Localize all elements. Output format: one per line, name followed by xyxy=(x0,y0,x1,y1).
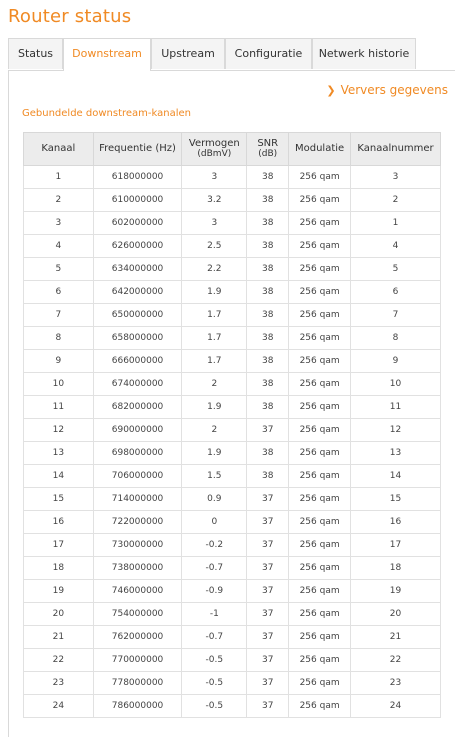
table-cell: 256 qam xyxy=(289,511,351,534)
column-header-label: Kanaal xyxy=(41,143,76,154)
table-row xyxy=(24,373,441,396)
page-title: Router status xyxy=(8,6,132,27)
table-cell: 37 xyxy=(247,649,289,672)
table-cell: 256 qam xyxy=(289,258,351,281)
table-cell: 256 qam xyxy=(289,166,351,189)
table-cell: 256 qam xyxy=(289,419,351,442)
table-row xyxy=(24,281,441,304)
table-cell: 37 xyxy=(247,626,289,649)
table-row xyxy=(24,511,441,534)
table-cell: 682000000 xyxy=(93,396,182,419)
table-cell: 17 xyxy=(24,534,94,557)
table-cell: 770000000 xyxy=(93,649,182,672)
table-cell: 256 qam xyxy=(289,557,351,580)
table-cell: 5 xyxy=(351,258,441,281)
table-cell: 256 qam xyxy=(289,304,351,327)
column-header-label: Frequentie (Hz) xyxy=(99,143,176,154)
table-cell: -0.5 xyxy=(182,672,247,695)
table-cell: 658000000 xyxy=(93,327,182,350)
tab-upstream[interactable]: Upstream xyxy=(151,38,225,69)
table-cell: 38 xyxy=(247,350,289,373)
table-cell: 256 qam xyxy=(289,465,351,488)
table-cell: 37 xyxy=(247,534,289,557)
table-cell: 14 xyxy=(351,465,441,488)
table-cell: 1.5 xyxy=(182,465,247,488)
table-row xyxy=(24,603,441,626)
table-cell: 6 xyxy=(351,281,441,304)
table-cell: 38 xyxy=(247,442,289,465)
table-cell: 37 xyxy=(247,419,289,442)
table-cell: 20 xyxy=(351,603,441,626)
table-cell: 256 qam xyxy=(289,695,351,718)
table-row xyxy=(24,465,441,488)
table-cell: 24 xyxy=(24,695,94,718)
table-cell: 256 qam xyxy=(289,281,351,304)
table-cell: 746000000 xyxy=(93,580,182,603)
table-cell: 21 xyxy=(351,626,441,649)
table-cell: 37 xyxy=(247,695,289,718)
table-cell: 38 xyxy=(247,258,289,281)
column-header-label: SNR xyxy=(257,138,279,149)
tab-configuratie[interactable]: Configuratie xyxy=(225,38,312,69)
table-cell: 37 xyxy=(247,672,289,695)
chevron-right-icon: ❯ xyxy=(326,84,336,97)
table-cell: 11 xyxy=(351,396,441,419)
table-cell: 714000000 xyxy=(93,488,182,511)
table-cell: 20 xyxy=(24,603,94,626)
table-cell: 256 qam xyxy=(289,189,351,212)
table-cell: 602000000 xyxy=(93,212,182,235)
column-header xyxy=(24,133,94,166)
table-row xyxy=(24,212,441,235)
column-header xyxy=(351,133,441,166)
table-cell: 38 xyxy=(247,465,289,488)
table-cell: 1.7 xyxy=(182,350,247,373)
table-cell: 24 xyxy=(351,695,441,718)
table-cell: 3 xyxy=(182,212,247,235)
table-cell: 3 xyxy=(182,166,247,189)
tab-bar xyxy=(8,38,455,71)
table-cell: 690000000 xyxy=(93,419,182,442)
table-cell: 256 qam xyxy=(289,603,351,626)
table-cell: 674000000 xyxy=(93,373,182,396)
column-header xyxy=(182,133,247,166)
table-cell: 38 xyxy=(247,281,289,304)
table-cell: 14 xyxy=(24,465,94,488)
table-cell: -0.7 xyxy=(182,626,247,649)
table-cell: 38 xyxy=(247,166,289,189)
table-cell: 17 xyxy=(351,534,441,557)
table-cell: 256 qam xyxy=(289,396,351,419)
column-header xyxy=(247,133,289,166)
table-cell: -0.5 xyxy=(182,649,247,672)
table-row xyxy=(24,189,441,212)
table-cell: 12 xyxy=(351,419,441,442)
table-cell: 6 xyxy=(24,281,94,304)
table-row xyxy=(24,534,441,557)
table-cell: 5 xyxy=(24,258,94,281)
table-cell: -0.2 xyxy=(182,534,247,557)
table-cell: 23 xyxy=(351,672,441,695)
table-cell: 256 qam xyxy=(289,580,351,603)
table-cell: 610000000 xyxy=(93,189,182,212)
table-cell: 698000000 xyxy=(93,442,182,465)
table-cell: 738000000 xyxy=(93,557,182,580)
table-row xyxy=(24,258,441,281)
table-cell: 256 qam xyxy=(289,235,351,258)
table-cell: 618000000 xyxy=(93,166,182,189)
table-cell: 19 xyxy=(351,580,441,603)
table-row xyxy=(24,580,441,603)
table-cell: 38 xyxy=(247,235,289,258)
table-cell: 13 xyxy=(351,442,441,465)
table-row xyxy=(24,350,441,373)
table-cell: 650000000 xyxy=(93,304,182,327)
table-cell: -0.9 xyxy=(182,580,247,603)
table-cell: 37 xyxy=(247,557,289,580)
table-row xyxy=(24,327,441,350)
table-cell: 2 xyxy=(351,189,441,212)
section-title: Gebundelde downstream-kanalen xyxy=(22,108,191,119)
table-cell: 38 xyxy=(247,304,289,327)
table-cell: 1.9 xyxy=(182,396,247,419)
table-cell: 9 xyxy=(351,350,441,373)
column-header-label: Vermogen xyxy=(188,138,240,149)
table-cell: 11 xyxy=(24,396,94,419)
table-cell: 4 xyxy=(24,235,94,258)
table-cell: 2 xyxy=(182,419,247,442)
table-cell: 8 xyxy=(351,327,441,350)
table-body xyxy=(24,166,441,718)
table-cell: 706000000 xyxy=(93,465,182,488)
table-cell: 7 xyxy=(351,304,441,327)
table-cell: 13 xyxy=(24,442,94,465)
table-cell: 37 xyxy=(247,580,289,603)
table-row xyxy=(24,649,441,672)
refresh-label: Ververs gegevens xyxy=(340,83,448,97)
table-cell: 21 xyxy=(24,626,94,649)
table-cell: 1 xyxy=(351,212,441,235)
table-cell: 634000000 xyxy=(93,258,182,281)
table-cell: 37 xyxy=(247,488,289,511)
table-cell: 4 xyxy=(351,235,441,258)
table-cell: 38 xyxy=(247,212,289,235)
table-cell: 9 xyxy=(24,350,94,373)
table-cell: -1 xyxy=(182,603,247,626)
table-cell: 22 xyxy=(24,649,94,672)
table-cell: 256 qam xyxy=(289,212,351,235)
table-cell: 15 xyxy=(351,488,441,511)
table-cell: 786000000 xyxy=(93,695,182,718)
table-cell: 2.2 xyxy=(182,258,247,281)
table-cell: 38 xyxy=(247,189,289,212)
table-cell: -0.7 xyxy=(182,557,247,580)
column-header-unit: (dBmV) xyxy=(197,149,232,159)
table-cell: 1 xyxy=(24,166,94,189)
table-row xyxy=(24,695,441,718)
table-cell: 256 qam xyxy=(289,672,351,695)
table-cell: 22 xyxy=(351,649,441,672)
column-header xyxy=(289,133,351,166)
table-cell: 37 xyxy=(247,603,289,626)
table-row xyxy=(24,626,441,649)
table-cell: 256 qam xyxy=(289,350,351,373)
table-cell: 2.5 xyxy=(182,235,247,258)
table-cell: 23 xyxy=(24,672,94,695)
table-cell: 12 xyxy=(24,419,94,442)
table-cell: 778000000 xyxy=(93,672,182,695)
table-cell: 15 xyxy=(24,488,94,511)
table-cell: 256 qam xyxy=(289,442,351,465)
downstream-panel xyxy=(8,70,455,737)
table-cell: 256 qam xyxy=(289,534,351,557)
table-cell: 38 xyxy=(247,327,289,350)
table-cell: 16 xyxy=(351,511,441,534)
table-row xyxy=(24,672,441,695)
table-cell: 754000000 xyxy=(93,603,182,626)
table-cell: 10 xyxy=(351,373,441,396)
table-cell: 256 qam xyxy=(289,327,351,350)
table-cell: 7 xyxy=(24,304,94,327)
table-cell: 666000000 xyxy=(93,350,182,373)
table-cell: 38 xyxy=(247,396,289,419)
table-cell: 16 xyxy=(24,511,94,534)
table-cell: 3 xyxy=(351,166,441,189)
table-cell: 18 xyxy=(351,557,441,580)
column-header-unit: (dB) xyxy=(258,149,278,159)
table-cell: 3 xyxy=(24,212,94,235)
table-row xyxy=(24,442,441,465)
table-row xyxy=(24,235,441,258)
column-header-label: Kanaalnummer xyxy=(357,143,434,154)
table-cell: 1.7 xyxy=(182,304,247,327)
table-cell: 2 xyxy=(182,373,247,396)
table-row xyxy=(24,166,441,189)
table-cell: -0.5 xyxy=(182,695,247,718)
table-cell: 0 xyxy=(182,511,247,534)
table-row xyxy=(24,396,441,419)
table-cell: 722000000 xyxy=(93,511,182,534)
table-cell: 37 xyxy=(247,511,289,534)
table-cell: 38 xyxy=(247,373,289,396)
table-cell: 626000000 xyxy=(93,235,182,258)
table-row xyxy=(24,419,441,442)
tab-status[interactable]: Status xyxy=(8,38,63,69)
table-cell: 1.9 xyxy=(182,442,247,465)
table-cell: 0.9 xyxy=(182,488,247,511)
table-row xyxy=(24,557,441,580)
tab-downstream[interactable]: Downstream xyxy=(63,38,151,71)
table-cell: 8 xyxy=(24,327,94,350)
table-cell: 256 qam xyxy=(289,649,351,672)
refresh-link[interactable] xyxy=(326,83,448,97)
table-cell: 256 qam xyxy=(289,488,351,511)
table-cell: 3.2 xyxy=(182,189,247,212)
table-cell: 2 xyxy=(24,189,94,212)
table-cell: 256 qam xyxy=(289,626,351,649)
table-cell: 256 qam xyxy=(289,373,351,396)
table-cell: 762000000 xyxy=(93,626,182,649)
column-header-label: Modulatie xyxy=(294,143,345,154)
table-row xyxy=(24,488,441,511)
table-cell: 1.9 xyxy=(182,281,247,304)
table-header-row xyxy=(24,133,441,166)
table-cell: 10 xyxy=(24,373,94,396)
table-cell: 1.7 xyxy=(182,327,247,350)
table-row xyxy=(24,304,441,327)
tab-netwerk-historie[interactable]: Netwerk historie xyxy=(312,38,416,69)
downstream-channel-table xyxy=(23,132,441,718)
table-cell: 18 xyxy=(24,557,94,580)
table-cell: 19 xyxy=(24,580,94,603)
table-cell: 642000000 xyxy=(93,281,182,304)
table-cell: 730000000 xyxy=(93,534,182,557)
column-header xyxy=(93,133,182,166)
